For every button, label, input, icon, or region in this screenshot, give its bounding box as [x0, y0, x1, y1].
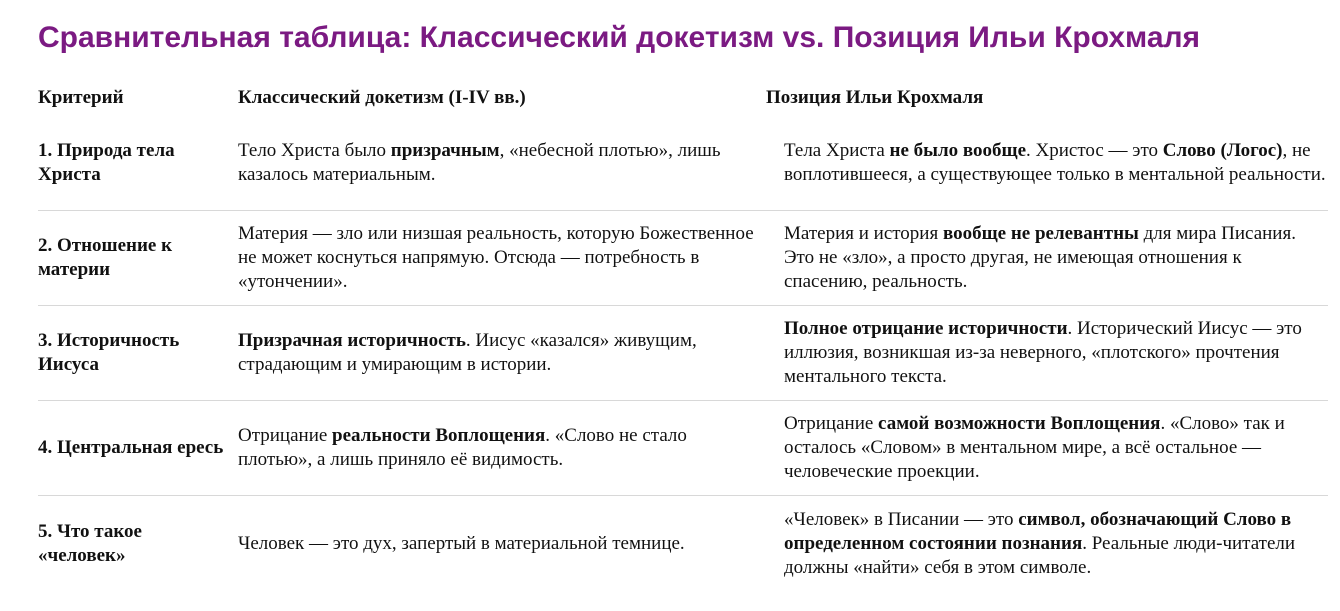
text-segment: Отрицание [238, 425, 333, 446]
text-segment: , не воплотившееся, а существующее только в ментальной реальности. [784, 140, 1326, 185]
bold-text: Полное отрицание историчности [784, 318, 1068, 339]
text-segment: Человек — это дух, запертый в материальной темнице. [238, 532, 685, 554]
header-classic-docetism: Классический докетизм (I-IV вв.) [238, 87, 526, 108]
bold-text: самой возможности Воплощения [878, 413, 1161, 434]
text-segment: . Христос — это [1026, 140, 1163, 161]
text-segment: Тело Христа было [238, 140, 391, 161]
text-segment: Тела Христа [784, 140, 890, 161]
classic-cell [238, 424, 766, 472]
text-segment: . «Слово» так и осталось «Словом» в ментальном мире, а всё остальное — человеческие проекции. [784, 413, 1285, 482]
bold-text: реальности Воплощения [332, 425, 546, 446]
classic-cell [238, 222, 766, 294]
text-segment: . Реальные люди-читатели должны «найти» себя в этом символе. [784, 532, 1296, 578]
classic-cell [238, 329, 766, 377]
text-segment: Материя — зло или низшая реальность, которую Божественное не может коснуться напрямую. Отсюда — потребность в «утончении». [238, 223, 754, 292]
text-segment: «Человек» в Писании — это [784, 508, 1019, 530]
bold-text: Слово (Логос) [1162, 140, 1283, 161]
bold-text: вообще не релевантны [942, 223, 1139, 244]
position-cell [766, 222, 1328, 294]
header-krokhmal-position: Позиция Ильи Крохмаля [766, 87, 984, 108]
table-row [38, 496, 1328, 591]
text-segment: , «небесной плотью», лишь казалось материальным. [238, 140, 721, 185]
table-header-row [38, 80, 1328, 116]
bold-text: не было вообще [889, 140, 1027, 161]
position-cell [766, 317, 1328, 389]
classic-cell [238, 532, 766, 556]
page-title: Сравнительная таблица: Классический докетизм vs. Позиция Ильи Крохмаля [38, 21, 1201, 54]
table-row [38, 116, 1328, 211]
criterion-cell: 1. Природа тела Христа [38, 140, 175, 185]
table-row [38, 401, 1328, 496]
bold-text: призрачным [390, 140, 500, 161]
text-segment: Материя и история [784, 223, 943, 244]
position-cell [766, 412, 1328, 484]
text-segment: Отрицание [784, 413, 879, 434]
criterion-cell: 3. Историчность Иисуса [38, 330, 180, 375]
text-segment: . Исторический Иисус — это иллюзия, возникшая из-за неверного, «плотского» прочтения ментального текста. [784, 318, 1302, 387]
text-segment: . Иисус «казался» живущим, страдающим и умирающим в истории. [238, 330, 697, 375]
criterion-cell: 5. Что такое «человек» [38, 520, 142, 566]
bold-text: Призрачная историчность [238, 330, 466, 351]
table-row [38, 306, 1328, 401]
header-criterion: Критерий [38, 87, 124, 108]
text-segment: . «Слово не стало плотью», а лишь приняло её видимость. [238, 425, 687, 470]
text-segment: для мира Писания. Это не «зло», а просто другая, не имеющая отношения к спасению, реальность. [784, 223, 1296, 292]
table-row [38, 211, 1328, 306]
bold-text: символ, обозначающий Слово в определенном состоянии познания [784, 508, 1292, 554]
position-cell [766, 508, 1328, 580]
classic-cell [238, 139, 766, 187]
criterion-cell: 2. Отношение к материи [38, 235, 173, 280]
criterion-cell: 4. Центральная ересь [38, 437, 224, 458]
comparison-table [38, 80, 1328, 591]
position-cell [766, 139, 1328, 187]
